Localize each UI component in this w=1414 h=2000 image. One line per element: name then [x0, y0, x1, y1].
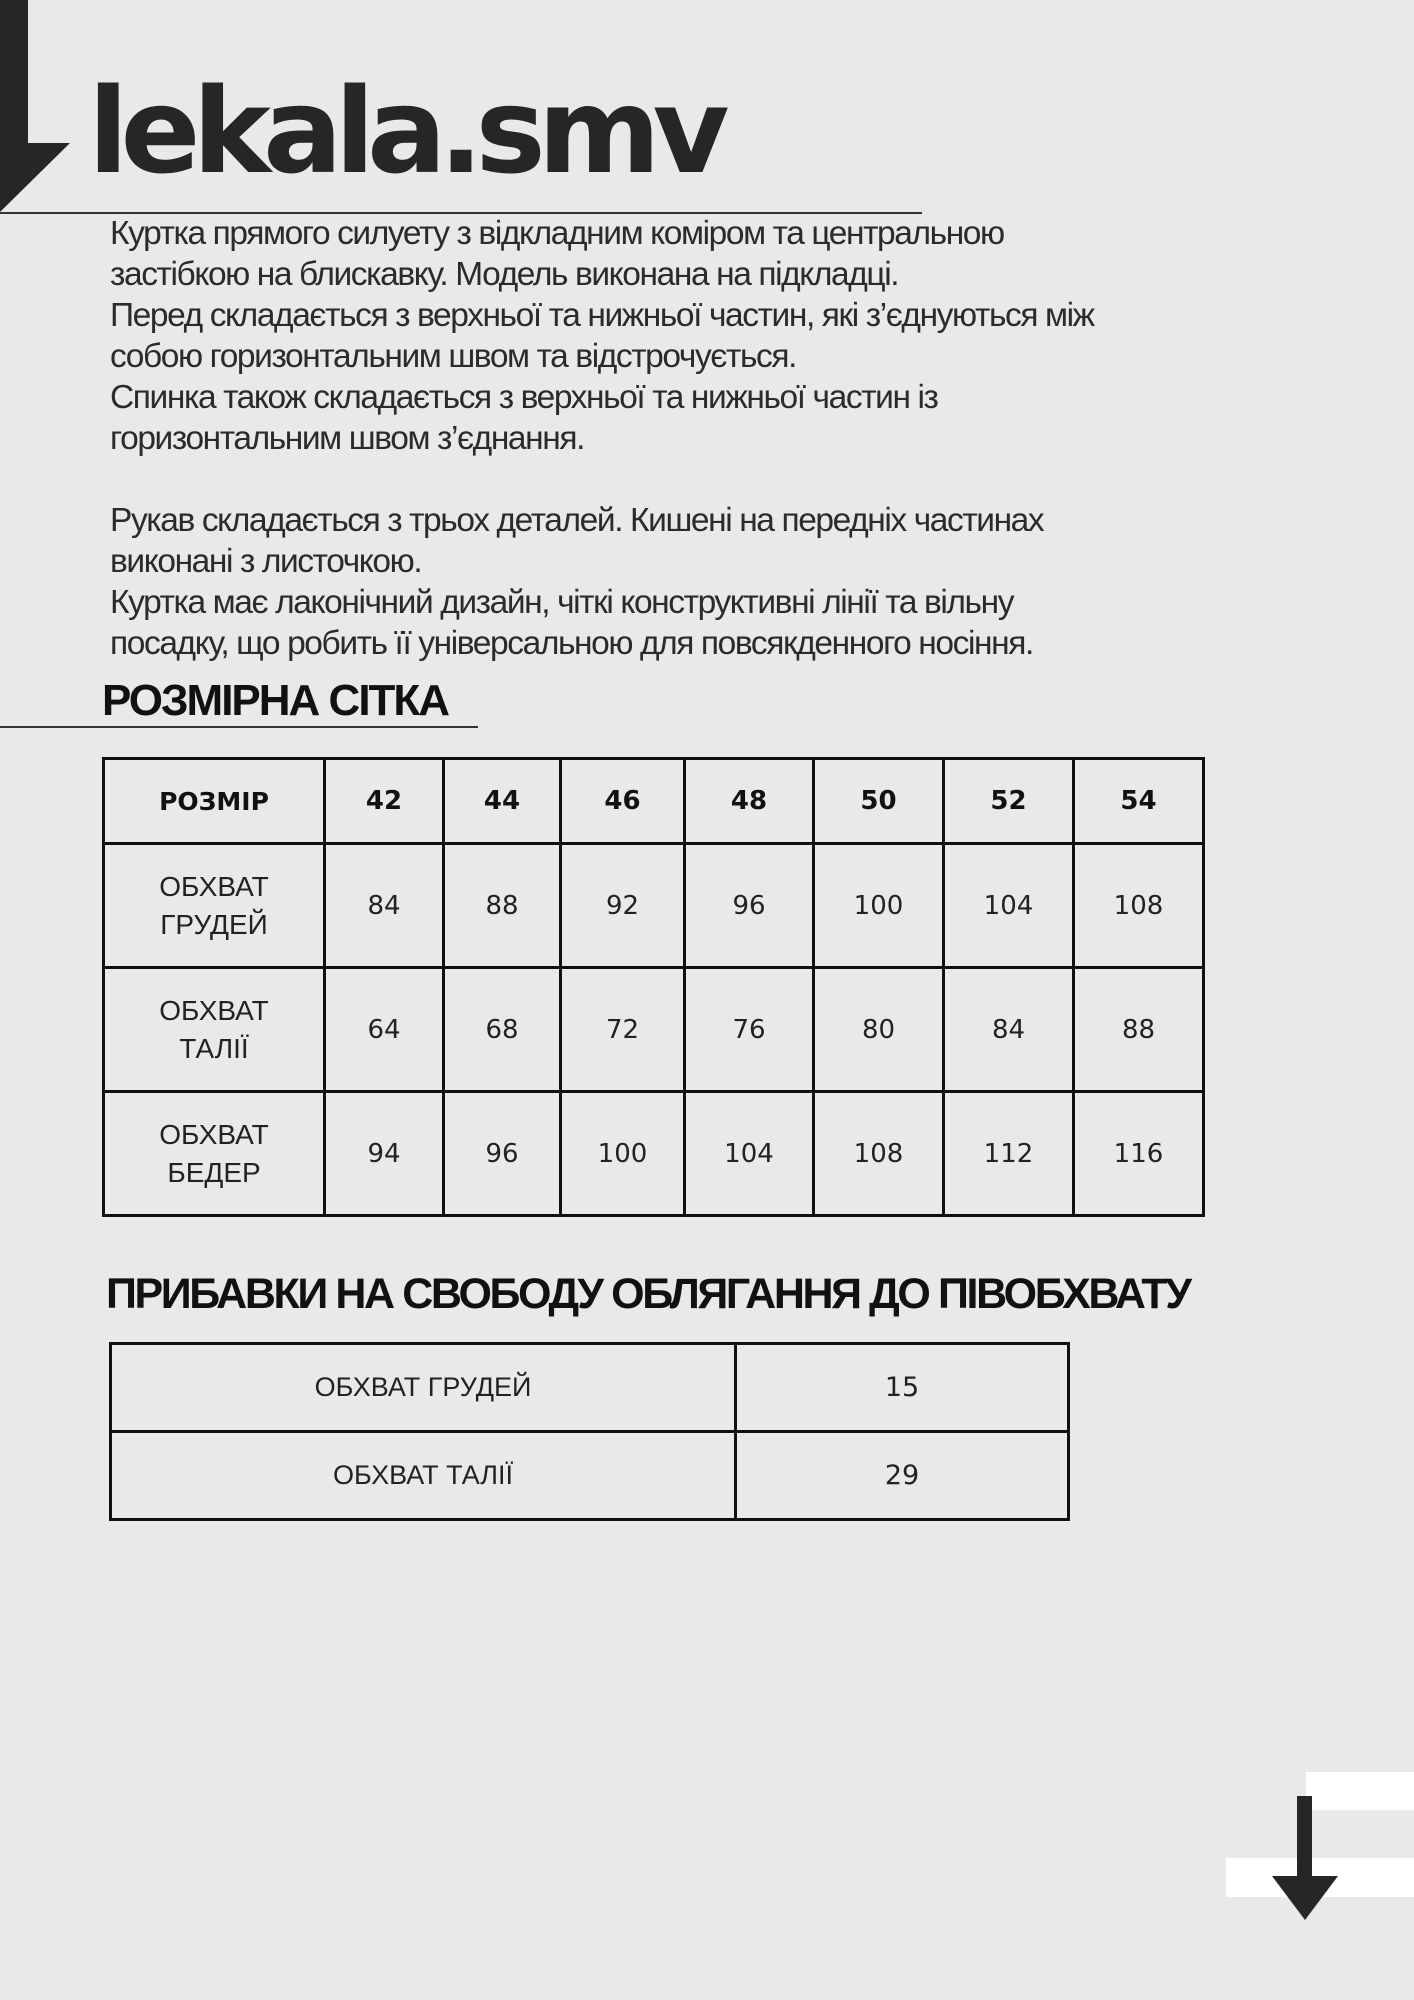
description-line: посадку, що робить її універсальною для повсякденного носіння. [110, 625, 1033, 662]
table-cell: 88 [444, 844, 561, 968]
description-line: Спинка також складається з верхньої та нижньої частин із [110, 379, 938, 416]
table-cell: 96 [444, 1092, 561, 1216]
table-cell: 104 [685, 1092, 814, 1216]
table-cell: 108 [1074, 844, 1204, 968]
ease-value: 15 [736, 1344, 1069, 1432]
product-description [110, 213, 1240, 664]
row-label-line: ОБХВАТ [159, 994, 269, 1026]
description-line: Куртка прямого силуету з відкладним коміром та центральною [110, 215, 1004, 252]
size-header-cell: 54 [1074, 759, 1204, 844]
ease-label: ОБХВАТ ГРУДЕЙ [111, 1344, 736, 1432]
table-cell: 72 [561, 968, 685, 1092]
row-label-line: ОБХВАТ [159, 1118, 269, 1150]
table-row [111, 1344, 1069, 1432]
ease-label: ОБХВАТ ТАЛІЇ [111, 1432, 736, 1520]
table-cell: 88 [1074, 968, 1204, 1092]
table-cell: 112 [944, 1092, 1074, 1216]
table-cell: 100 [561, 1092, 685, 1216]
table-cell: 100 [814, 844, 944, 968]
size-header-cell: 48 [685, 759, 814, 844]
size-header-cell: 50 [814, 759, 944, 844]
brand-logo: lekala.smv [88, 62, 722, 200]
corner-bracket-icon [0, 0, 80, 215]
table-cell: 92 [561, 844, 685, 968]
size-header-cell: 44 [444, 759, 561, 844]
size-header-label: РОЗМІР [104, 759, 325, 844]
row-label [104, 844, 325, 968]
table-row [104, 968, 1204, 1092]
table-cell: 64 [325, 968, 444, 1092]
table-cell: 84 [944, 968, 1074, 1092]
description-line: застібкою на блискавку. Модель виконана на підкладці. [110, 256, 899, 293]
ease-value: 29 [736, 1432, 1069, 1520]
description-line: виконані з листочкою. [110, 543, 422, 580]
row-label [104, 968, 325, 1092]
size-header-cell: 46 [561, 759, 685, 844]
ease-allowances-title: ПРИБАВКИ НА СВОБОДУ ОБЛЯГАННЯ ДО ПІВОБХВАТУ [106, 1270, 1190, 1318]
table-cell: 80 [814, 968, 944, 1092]
description-line: Перед складається з верхньої та нижньої частин, які з’єднуються між [110, 297, 1094, 334]
down-arrow-icon [1226, 1772, 1414, 1922]
table-cell: 68 [444, 968, 561, 1092]
size-header-cell: 42 [325, 759, 444, 844]
row-label-line: ОБХВАТ [159, 870, 269, 902]
description-line: горизонтальним швом з’єднання. [110, 420, 585, 457]
size-chart-underline [0, 726, 478, 728]
table-cell: 84 [325, 844, 444, 968]
description-line: собою горизонтальним швом та відстрочується. [110, 338, 796, 375]
size-chart-table [102, 757, 1205, 1217]
row-label-line: ТАЛІЇ [179, 1032, 249, 1064]
ease-allowances-table [109, 1342, 1070, 1521]
table-row [111, 1432, 1069, 1520]
description-line: Рукав складається з трьох деталей. Кишені на передніх частинах [110, 502, 1044, 539]
size-chart-title: РОЗМІРНА СІТКА [102, 676, 449, 725]
table-cell: 104 [944, 844, 1074, 968]
table-cell: 108 [814, 1092, 944, 1216]
table-row [104, 1092, 1204, 1216]
table-cell: 96 [685, 844, 814, 968]
size-header-row [104, 759, 1204, 844]
size-header-cell: 52 [944, 759, 1074, 844]
row-label-line: БЕДЕР [167, 1156, 261, 1188]
table-cell: 94 [325, 1092, 444, 1216]
description-line: Куртка має лаконічний дизайн, чіткі конструктивні лінії та вільну [110, 584, 1014, 621]
row-label-line: ГРУДЕЙ [160, 908, 268, 940]
row-label [104, 1092, 325, 1216]
table-row [104, 844, 1204, 968]
table-cell: 76 [685, 968, 814, 1092]
paragraph-gap [110, 459, 1240, 500]
table-cell: 116 [1074, 1092, 1204, 1216]
